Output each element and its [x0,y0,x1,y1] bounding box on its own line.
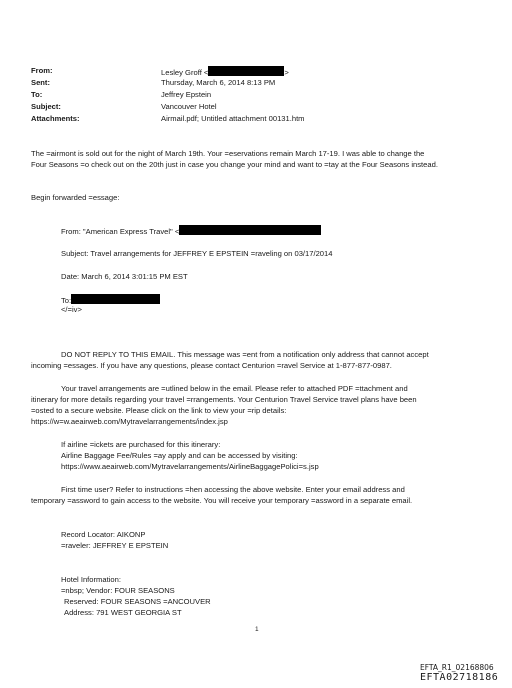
forwarded-from-text: From: "American Express Travel" < [61,227,180,236]
attachments-value: Airmail.pdf; Untitled attachment 00131.htm [161,114,305,123]
to-value: Jeffrey Epstein [161,90,212,99]
bates-number-small: EFTA_R1_02168806 [420,663,494,672]
from-suffix: > [284,68,289,77]
body-line: Your travel arrangements are =utlined below in the email. Please refer to attached PDF =ttachment and [61,384,408,393]
forwarded-div-tag: </=iv> [61,305,82,314]
body-line: DO NOT REPLY TO THIS EMAIL. This message was =ent from a notification only address that cannot accept [61,350,429,359]
redaction-box [71,294,160,304]
hotel-reserved: Reserved: FOUR SEASONS =ANCOUVER [64,597,211,606]
body-line: First time user? Refer to instructions =hen accessing the above website. Enter your email address and [61,485,405,494]
sent-label: Sent: [31,78,50,87]
forwarded-heading: Begin forwarded =essage: [31,193,120,202]
from-sender: Lesley Groff < [161,68,209,77]
redaction-box [179,225,321,235]
body-line: Four Seasons =o check out on the 20th just in case you change your mind and want to =tay at the Four Seasons instead. [31,160,438,169]
hotel-address: Address: 791 WEST GEORGIA ST [64,608,182,617]
traveler-name: =raveler: JEFFREY E EPSTEIN [61,541,169,550]
record-locator: Record Locator: AIKONP [61,530,146,539]
body-line: The =airmont is sold out for the night of March 19th. Your =eservations remain March 17-19. I was able to change the [31,149,425,158]
forwarded-from [61,225,321,238]
body-line: Airline Baggage Fee/Rules =ay apply and can be accessed by visiting: [61,451,298,460]
forwarded-subject: Subject: Travel arrangements for JEFFREY E EPSTEIN =raveling on 03/17/2014 [61,249,333,258]
travel-link[interactable]: https://w=w.aeairweb.com/Mytravelarrangements/index.jsp [31,417,228,426]
baggage-link[interactable]: https://www.aeairweb.com/Mytravelarrangements/AirlineBaggagePolici=s.jsp [61,462,319,471]
subject-label: Subject: [31,102,61,111]
attachments-label: Attachments: [31,114,80,123]
body-line: If airline =ickets are purchased for this itinerary: [61,440,221,449]
body-line: itinerary for more details regarding your travel =rrangements. Your Centurion Travel Service travel plans have been [31,395,417,404]
bates-number-large: EFTA02718186 [420,672,499,683]
forwarded-to-label: To: [61,296,72,305]
hotel-info-heading: Hotel Information: [61,575,121,584]
from-value [161,66,289,79]
hotel-vendor: =nbsp; Vendor: FOUR SEASONS [61,586,175,595]
redaction-box [208,66,284,76]
to-label: To: [31,90,43,99]
sent-value: Thursday, March 6, 2014 8:13 PM [161,78,276,87]
body-line: incoming =essages. If you have any questions, please contact Centurion =ravel Service at 1-877-877-0987. [31,361,392,370]
subject-value: Vancouver Hotel [161,102,217,111]
forwarded-date: Date: March 6, 2014 3:01:15 PM EST [61,272,188,281]
from-label: From: [31,66,53,75]
body-line: =osted to a secure website. Please click on the link to view your =rip details: [31,406,287,415]
body-line: temporary =assword to gain access to the website. You will receive your temporary =assword in a separate email. [31,496,413,505]
page-number: 1 [255,626,259,633]
